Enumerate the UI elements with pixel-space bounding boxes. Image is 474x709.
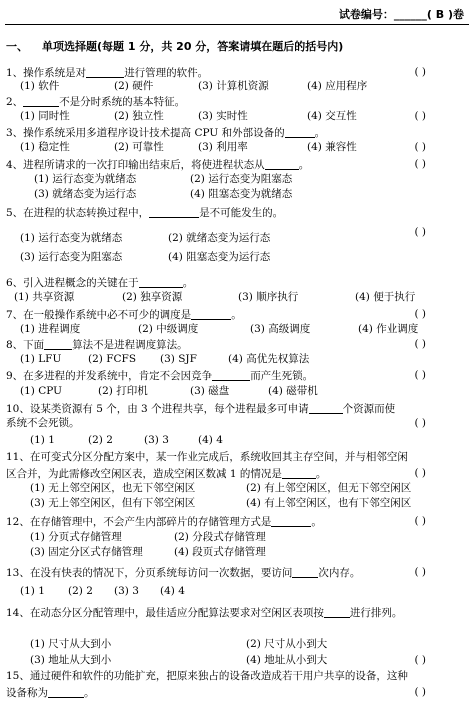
q11-option-1: (1) 无上邻空闲区，也无下邻空闲区 <box>30 482 196 494</box>
question-12 <box>6 515 322 529</box>
exam-number-header: 试卷编号：______( B )卷 <box>338 8 464 21</box>
q10-option-4: (4) 4 <box>198 434 223 446</box>
q10-text-b: 个资源而使 <box>342 403 396 415</box>
question-11: 11、在可变式分区分配方案中，某一作业完成后，系统收回其主存空间，并与相邻空闲 <box>6 451 408 463</box>
q5-option-2: (2) 就绪态变为运行态 <box>168 232 271 244</box>
q6-text-b: 。 <box>182 277 194 289</box>
q14-option-2: (2) 尺寸从小到大 <box>246 638 328 650</box>
q7-option-1: (1) 进程调度 <box>20 323 81 335</box>
q13-option-2: (2) 2 <box>68 585 93 597</box>
q13-text-b: 次内存。 <box>318 567 361 579</box>
q14-option-4: (4) 地址从小到大 <box>246 654 328 666</box>
q7-option-2: (2) 中级调度 <box>138 323 199 335</box>
question-5 <box>6 206 283 220</box>
q10-option-2: (2) 2 <box>88 434 113 446</box>
q8-option-2: (2) FCFS <box>88 353 137 365</box>
question-10-cont: 系统不会死锁。 <box>6 417 80 429</box>
q8-option-4: (4) 高优先权算法 <box>228 353 310 365</box>
q4-option-2: (2) 运行态变为阻塞态 <box>190 173 293 185</box>
q12-blank <box>271 515 311 527</box>
q13-option-3: (3) 3 <box>114 585 139 597</box>
q11-text-c: 。 <box>315 468 327 480</box>
q4-answer-paren: ( ) <box>414 158 426 170</box>
q12-answer-paren: ( ) <box>414 515 426 527</box>
q15-text-b: 设备称为 <box>6 687 48 699</box>
q7-option-3: (3) 高级调度 <box>250 323 311 335</box>
q12-option-3: (3) 固定分区式存储管理 <box>30 546 143 558</box>
q9-option-2: (2) 打印机 <box>98 385 148 397</box>
question-15: 15、通过硬件和软件的功能扩充，把原来独占的设备改造成若干用户共享的设备，这种 <box>6 670 408 682</box>
question-14 <box>6 606 402 620</box>
q9-answer-paren: ( ) <box>414 369 426 381</box>
q2-text-a: 2、 <box>6 96 24 108</box>
q5-text-a: 5、在进程的状态转换过程中， <box>6 207 150 219</box>
q7-text-a: 7、在一般操作系统中必不可少的调度是 <box>6 309 192 321</box>
question-7 <box>6 308 242 322</box>
q2-option-2: (2) 独立性 <box>114 110 164 122</box>
question-15-cont <box>6 686 95 700</box>
q14-answer-paren: ( ) <box>414 654 426 666</box>
question-8 <box>6 338 188 352</box>
q4-blank <box>265 158 299 170</box>
q8-option-1: (1) LFU <box>20 353 62 365</box>
q11-answer-paren: ( ) <box>414 467 426 479</box>
q1-option-2: (2) 硬件 <box>114 80 154 92</box>
q5-blank <box>149 206 199 218</box>
q8-answer-paren: ( ) <box>414 338 426 350</box>
q10-text-a: 10、设某类资源有 5 个，由 3 个进程共享，每个进程最多可申请 <box>6 403 309 415</box>
q3-answer-paren: ( ) <box>414 141 426 153</box>
q1-text-a: 1、操作系统是对 <box>6 67 87 79</box>
q1-text-b: 进行管理的软件。 <box>124 67 209 79</box>
q5-option-1: (1) 运行态变为就绪态 <box>20 232 123 244</box>
q12-text-b: 。 <box>311 516 322 528</box>
q11-option-4: (4) 有上邻空闲区，也有下邻空闲区 <box>246 497 412 509</box>
q14-option-3: (3) 地址从大到小 <box>30 654 112 666</box>
q12-option-4: (4) 段页式存储管理 <box>174 546 266 558</box>
q14-text-a: 14、在动态分区分配管理中，最佳适应分配算法要求对空闲区表项按 <box>6 607 324 619</box>
q7-option-4: (4) 作业调度 <box>358 323 419 335</box>
q11-option-2: (2) 有上邻空闲区，但无下邻空闲区 <box>246 482 412 494</box>
q13-text-a: 13、在没有快表的情况下，分页系统每访问一次数据，要访问 <box>6 567 293 579</box>
q15-blank <box>48 686 84 698</box>
q10-answer-paren: ( ) <box>414 417 426 429</box>
q1-blank <box>86 66 124 78</box>
q6-blank <box>139 276 183 288</box>
q4-option-4: (4) 阻塞态变为就绪态 <box>190 188 293 200</box>
q4-option-3: (3) 就绪态变为运行态 <box>34 188 137 200</box>
q5-option-4: (4) 阻塞态变为运行态 <box>168 251 271 263</box>
q14-option-1: (1) 尺寸从大到小 <box>30 638 112 650</box>
q1-option-1: (1) 软件 <box>20 80 60 92</box>
question-13 <box>6 566 360 580</box>
q6-option-4: (4) 便于执行 <box>355 291 416 303</box>
q8-text-b: 算法不是进程调度算法。 <box>72 339 188 351</box>
q4-option-1: (1) 运行态变为就绪态 <box>34 173 137 185</box>
q8-blank <box>44 338 72 350</box>
q12-option-1: (1) 分页式存储管理 <box>30 531 122 543</box>
q3-text-b: 。 <box>314 127 326 139</box>
q1-option-4: (4) 应用程序 <box>307 80 368 92</box>
section-title: 单项选择题(每题 1 分，共 20 分，答案请填在题后的括号内) <box>42 40 344 53</box>
question-1 <box>6 66 208 80</box>
q14-text-b: 进行排列。 <box>349 607 403 619</box>
q7-blank <box>191 308 231 320</box>
q2-option-1: (1) 同时性 <box>20 110 70 122</box>
question-10 <box>6 402 395 416</box>
section-number: 一、 <box>6 40 28 53</box>
question-3 <box>6 126 325 140</box>
q1-answer-paren: ( ) <box>414 66 426 78</box>
q4-text-a: 4、进程所请求的一次打印输出结束后，将使进程状态从 <box>6 159 265 171</box>
q1-option-3: (3) 计算机资源 <box>198 80 269 92</box>
question-6 <box>6 276 193 290</box>
q3-option-2: (2) 可靠性 <box>114 141 164 153</box>
q6-option-1: (1) 共享资源 <box>14 291 75 303</box>
header-divider <box>5 24 469 25</box>
q15-text-c: 。 <box>84 687 95 699</box>
q3-option-1: (1) 稳定性 <box>20 141 70 153</box>
q9-option-3: (3) 磁盘 <box>190 385 230 397</box>
q10-blank <box>309 402 343 414</box>
q9-option-4: (4) 磁带机 <box>268 385 318 397</box>
q13-answer-paren: ( ) <box>414 566 426 578</box>
q10-option-1: (1) 1 <box>30 434 55 446</box>
q3-option-3: (3) 利用率 <box>198 141 248 153</box>
q11-blank <box>282 467 316 479</box>
q7-answer-paren: ( ) <box>414 308 426 320</box>
question-9 <box>6 369 313 383</box>
q10-option-3: (3) 3 <box>144 434 169 446</box>
q13-blank <box>292 566 318 578</box>
q6-option-3: (3) 顺序执行 <box>238 291 299 303</box>
section-heading <box>6 38 357 54</box>
q8-text-a: 8、下面 <box>6 339 45 351</box>
q5-text-b: 是不可能发生的。 <box>199 207 284 219</box>
q11-option-3: (3) 无上邻空闲区，但有下邻空闲区 <box>30 497 196 509</box>
q11-text-b: 区合并，为此需修改空闲区表，造成空闲区数减 1 的情况是 <box>6 468 282 480</box>
q2-option-3: (3) 实时性 <box>198 110 248 122</box>
q3-option-4: (4) 兼容性 <box>307 141 357 153</box>
q2-blank <box>23 95 59 107</box>
q5-answer-paren: ( ) <box>414 226 426 238</box>
q8-option-3: (3) SJF <box>160 353 197 365</box>
question-4 <box>6 158 309 172</box>
q14-blank <box>324 606 350 618</box>
question-2 <box>6 95 185 109</box>
q3-text-a: 3、操作系统采用多道程序设计技术提高 CPU 和外部设备的 <box>6 127 285 139</box>
q13-option-1: (1) 1 <box>20 585 45 597</box>
q13-option-4: (4) 4 <box>160 585 185 597</box>
q3-blank <box>285 126 315 138</box>
q12-option-2: (2) 分段式存储管理 <box>174 531 266 543</box>
q2-option-4: (4) 交互性 <box>307 110 357 122</box>
q9-blank <box>212 369 250 381</box>
q9-text-a: 9、在多进程的并发系统中，肯定不会因竞争 <box>6 370 213 382</box>
q9-text-b: 而产生死锁。 <box>250 370 314 382</box>
q12-text-a: 12、在存储管理中，不会产生内部碎片的存储管理方式是 <box>6 516 272 528</box>
q6-option-2: (2) 独享资源 <box>122 291 183 303</box>
q2-text-b: 不是分时系统的基本特征。 <box>59 96 186 108</box>
q9-option-1: (1) CPU <box>20 385 62 397</box>
q15-answer-paren: ( ) <box>414 686 426 698</box>
question-11-cont <box>6 467 326 481</box>
q5-option-3: (3) 运行态变为阻塞态 <box>20 251 123 263</box>
q4-text-b: 。 <box>298 159 310 171</box>
q2-answer-paren: ( ) <box>414 110 426 122</box>
q6-text-a: 6、引入进程概念的关键在于 <box>6 277 139 289</box>
q7-text-b: 。 <box>231 309 242 321</box>
